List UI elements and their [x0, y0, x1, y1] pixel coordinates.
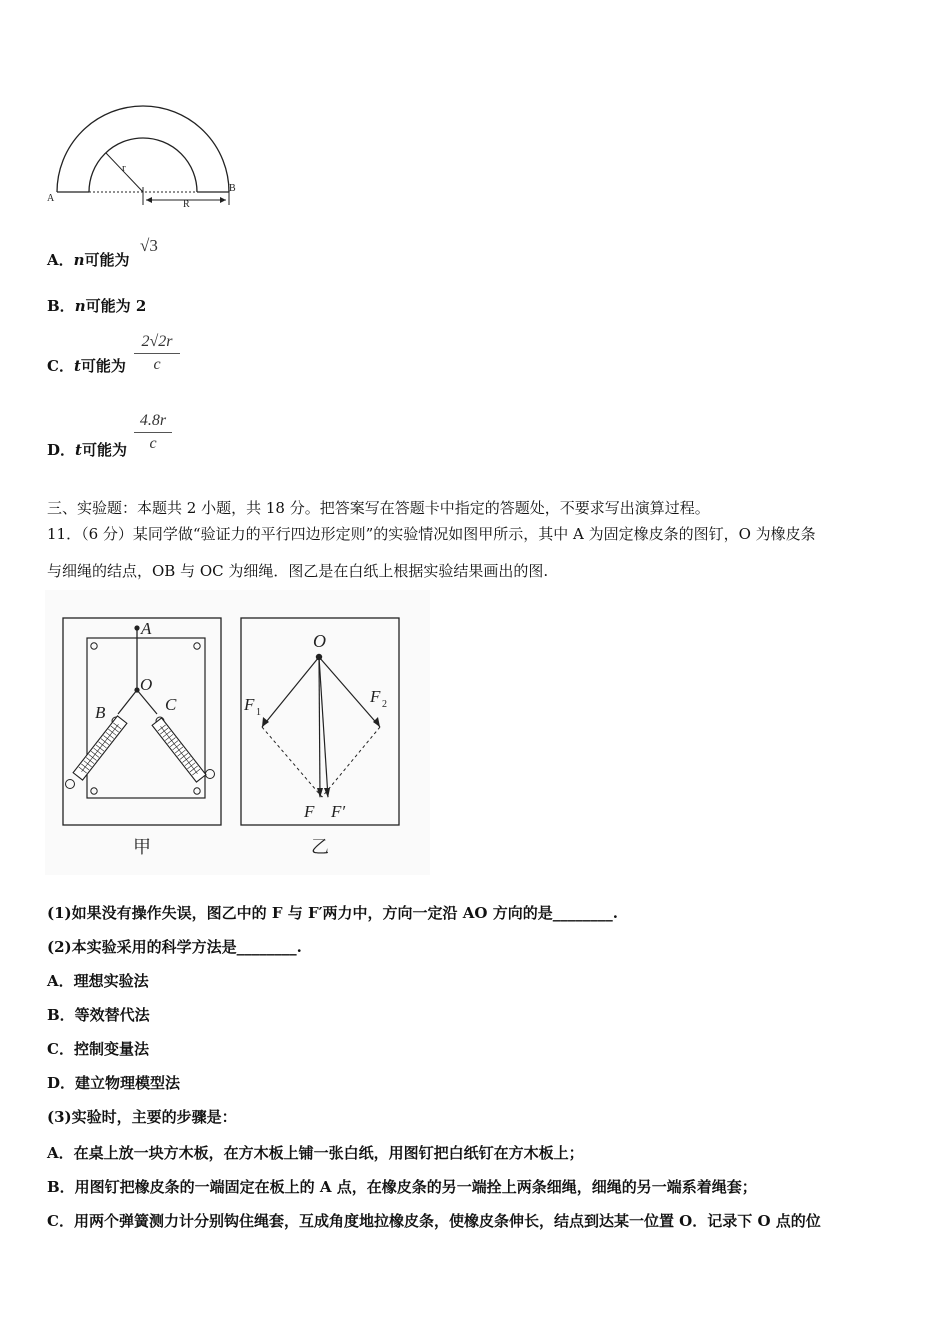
- subq-1: (1)如果没有操作失误，图乙中的 F 与 F′两力中，方向一定沿 AO 方向的是________.: [47, 904, 618, 922]
- step-c: C．用两个弹簧测力计分别钩住绳套，互成角度地拉橡皮条，使橡皮条伸长，结点到达某一位置 O．记录下 O 点的位: [47, 1212, 821, 1230]
- yi-label-Fprime: F′: [331, 802, 346, 821]
- label-B: B: [229, 183, 236, 194]
- step-a: A．在桌上放一块方木板，在方木板上铺一张白纸，用图钉把白纸钉在方木板上；: [47, 1144, 584, 1162]
- label-r: r: [122, 162, 126, 174]
- caption-yi: 乙: [311, 837, 329, 858]
- q11-line2: 与细绳的结点，OB 与 OC 为细绳．图乙是在白纸上根据实验结果画出的图.: [47, 562, 549, 580]
- caption-jia: 甲: [133, 837, 151, 858]
- option-d-fraction: 4.8r c: [134, 412, 172, 453]
- label-A: A: [47, 193, 55, 204]
- yi-label-F1: F: [244, 695, 255, 714]
- option-b: B．n可能为 2: [47, 297, 147, 315]
- option-a: A．n可能为: [47, 251, 130, 269]
- jia-label-A: A: [141, 619, 152, 638]
- label-R: R: [183, 199, 190, 210]
- yi-label-F2: F: [370, 687, 381, 706]
- jia-label-C: C: [165, 695, 177, 714]
- experiment-figure: [45, 590, 430, 875]
- option-c-fraction: 2√2r c: [134, 333, 180, 374]
- jia-label-B: B: [95, 703, 106, 722]
- subq-2: (2)本实验采用的科学方法是________.: [47, 938, 302, 956]
- section-heading: 三、实验题：本题共 2 小题，共 18 分。把答案写在答题卡中指定的答题处，不要求写出演算过程。: [47, 499, 710, 517]
- subq-2-option-d: D．建立物理模型法: [47, 1074, 181, 1092]
- option-d: D．t可能为: [47, 441, 127, 459]
- semicircle-ring-figure: [40, 95, 250, 210]
- step-b: B．用图钉把橡皮条的一端固定在板上的 A 点，在橡皮条的另一端拴上两条细绳，细绳的另一端系着绳套；: [47, 1178, 757, 1196]
- yi-label-F1-sub: 1: [256, 707, 261, 718]
- subq-3: (3)实验时，主要的步骤是：: [47, 1108, 237, 1126]
- option-c: C．t可能为: [47, 357, 126, 375]
- option-a-value: √3: [140, 236, 158, 255]
- yi-label-O: O: [313, 631, 326, 651]
- subq-2-option-b: B．等效替代法: [47, 1006, 150, 1024]
- q11-line1: 11．（6 分）某同学做“验证力的平行四边形定则”的实验情况如图甲所示，其中 A 为固定橡皮条的图钉，O 为橡皮条: [47, 525, 816, 543]
- subq-2-option-c: C．控制变量法: [47, 1040, 149, 1058]
- subq-2-option-a: A．理想实验法: [47, 972, 149, 990]
- jia-label-O: O: [140, 675, 153, 694]
- yi-label-F: F: [304, 802, 315, 821]
- yi-label-F2-sub: 2: [382, 699, 387, 710]
